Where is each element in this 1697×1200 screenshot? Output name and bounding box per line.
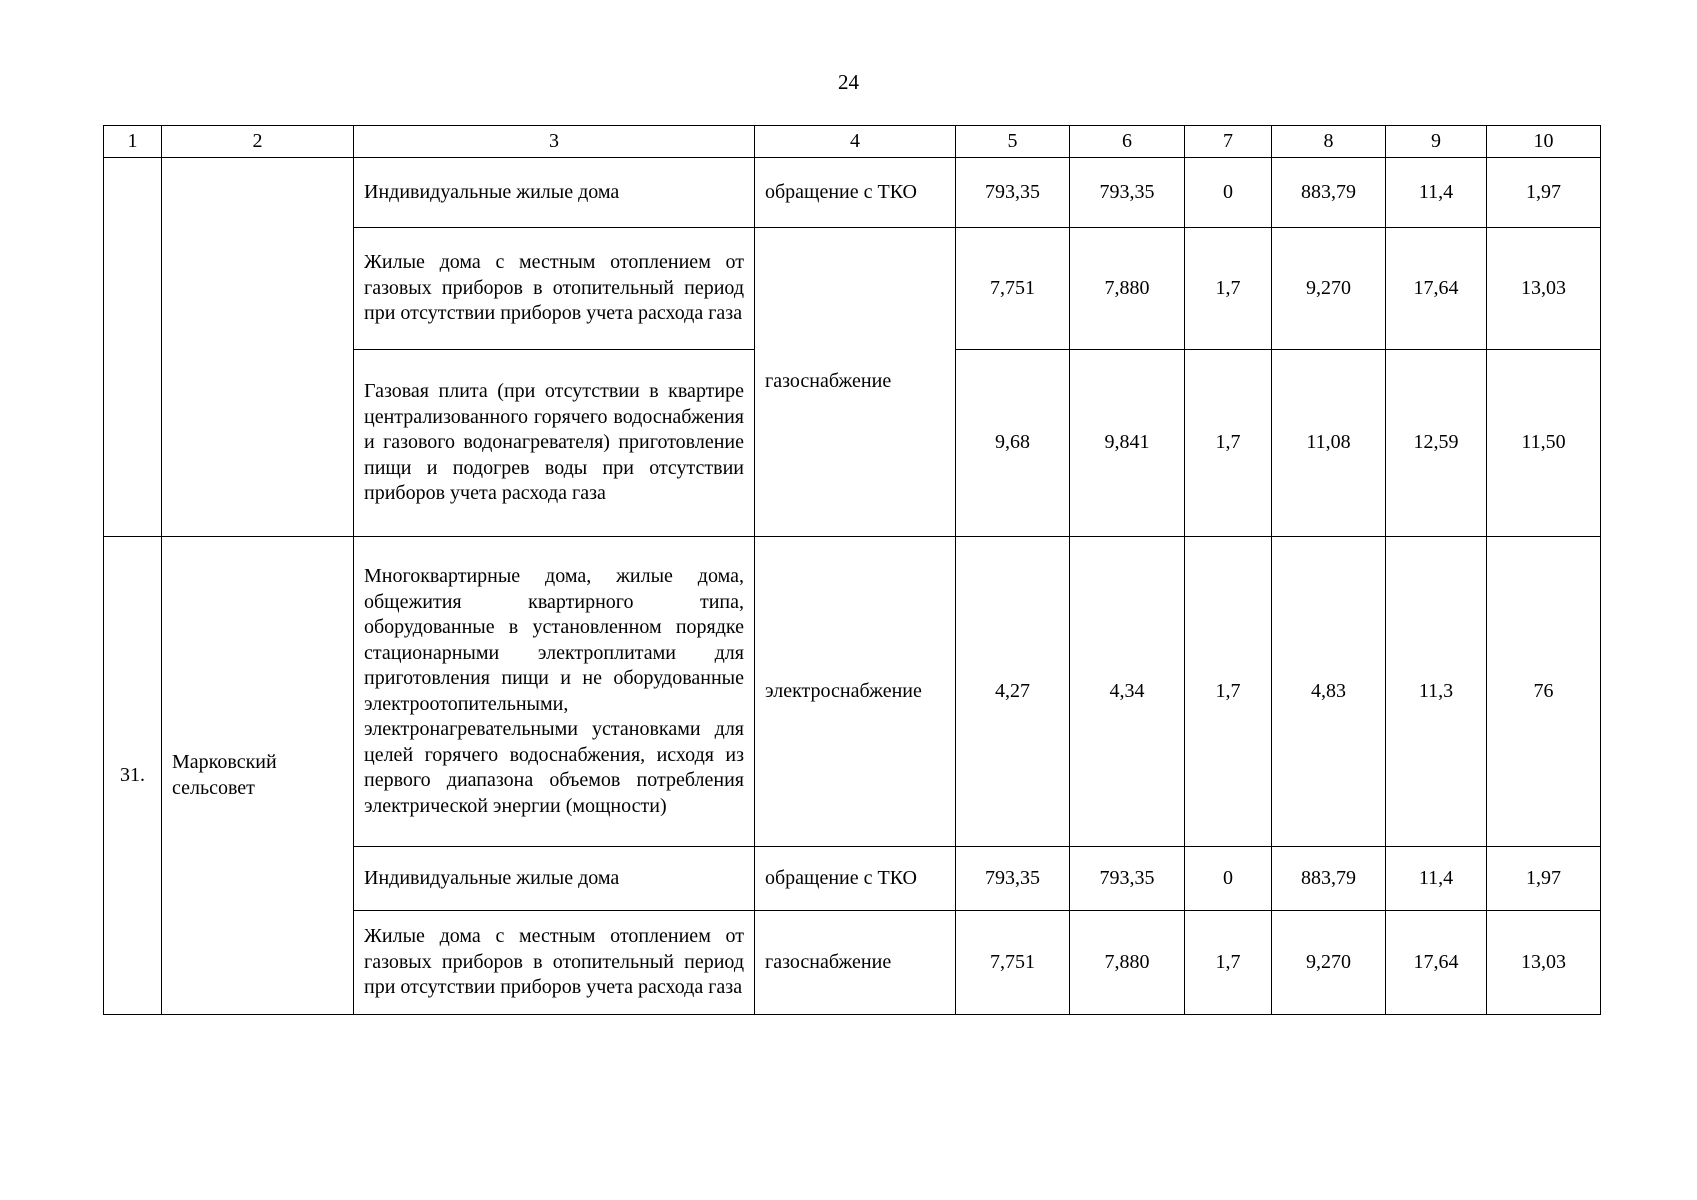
- value-cell: 883,79: [1272, 158, 1386, 228]
- column-header: 5: [956, 126, 1070, 158]
- consumer-category: Индивидуальные жилые дома: [354, 847, 755, 911]
- value-cell: 0: [1185, 847, 1272, 911]
- column-header: 3: [354, 126, 755, 158]
- column-header: 7: [1185, 126, 1272, 158]
- column-header: 8: [1272, 126, 1386, 158]
- value-cell: 13,03: [1487, 228, 1601, 350]
- value-cell: 11,3: [1386, 537, 1487, 847]
- service-type: газоснабжение: [755, 228, 956, 537]
- value-cell: 4,34: [1070, 537, 1185, 847]
- value-cell: 7,751: [956, 228, 1070, 350]
- value-cell: 1,7: [1185, 350, 1272, 537]
- column-header: 2: [162, 126, 354, 158]
- value-cell: 1,7: [1185, 537, 1272, 847]
- value-cell: 883,79: [1272, 847, 1386, 911]
- value-cell: 793,35: [956, 158, 1070, 228]
- consumer-category: Жилые дома с местным отоплением от газовых приборов в отопительный период при отсутствии приборов учета расхода газа: [354, 228, 755, 350]
- value-cell: 9,270: [1272, 911, 1386, 1015]
- value-cell: 1,97: [1487, 158, 1601, 228]
- value-cell: 7,880: [1070, 228, 1185, 350]
- consumer-category: Газовая плита (при отсутствии в квартире централизованного горячего водоснабжения и газового водонагревателя) приготовление пищи и подогрев воды при отсутствии приборов учета расхода газа: [354, 350, 755, 537]
- value-cell: 1,7: [1185, 911, 1272, 1015]
- column-header: 9: [1386, 126, 1487, 158]
- value-cell: 17,64: [1386, 228, 1487, 350]
- value-cell: 7,880: [1070, 911, 1185, 1015]
- column-header: 1: [104, 126, 162, 158]
- settlement-name-cell: Марковский сельсовет: [162, 537, 354, 1015]
- value-cell: 9,841: [1070, 350, 1185, 537]
- service-type: газоснабжение: [755, 911, 956, 1015]
- value-cell: 1,97: [1487, 847, 1601, 911]
- value-cell: 12,59: [1386, 350, 1487, 537]
- table-header-row: [104, 126, 1601, 158]
- value-cell: 17,64: [1386, 911, 1487, 1015]
- tariff-table: [103, 125, 1601, 1015]
- value-cell: 9,270: [1272, 228, 1386, 350]
- value-cell: 793,35: [1070, 158, 1185, 228]
- value-cell: 793,35: [1070, 847, 1185, 911]
- column-header: 4: [755, 126, 956, 158]
- consumer-category: Индивидуальные жилые дома: [354, 158, 755, 228]
- table-row: [104, 158, 1601, 228]
- consumer-category: Многоквартирные дома, жилые дома, общежития квартирного типа, оборудованные в установленном порядке стационарными электроплитами для приготовления пищи и не оборудованные электроотопительными, электронагревательными установками для целей горячего водоснабжения, исходя из первого диапазона объемов потребления электрической энергии (мощности): [354, 537, 755, 847]
- service-type: обращение с ТКО: [755, 847, 956, 911]
- value-cell: 11,50: [1487, 350, 1601, 537]
- column-header: 6: [1070, 126, 1185, 158]
- value-cell: 1,7: [1185, 228, 1272, 350]
- value-cell: 4,27: [956, 537, 1070, 847]
- page-number: 24: [838, 70, 859, 94]
- value-cell: 76: [1487, 537, 1601, 847]
- value-cell: 9,68: [956, 350, 1070, 537]
- service-type: обращение с ТКО: [755, 158, 956, 228]
- value-cell: 13,03: [1487, 911, 1601, 1015]
- value-cell: 11,4: [1386, 847, 1487, 911]
- table-row: [104, 537, 1601, 847]
- row-index-cell: 31.: [104, 537, 162, 1015]
- consumer-category: Жилые дома с местным отоплением от газовых приборов в отопительный период при отсутствии приборов учета расхода газа: [354, 911, 755, 1015]
- service-type: электроснабжение: [755, 537, 956, 847]
- value-cell: 4,83: [1272, 537, 1386, 847]
- value-cell: 11,4: [1386, 158, 1487, 228]
- value-cell: 11,08: [1272, 350, 1386, 537]
- settlement-name-cell: [162, 158, 354, 537]
- column-header: 10: [1487, 126, 1601, 158]
- value-cell: 793,35: [956, 847, 1070, 911]
- value-cell: 7,751: [956, 911, 1070, 1015]
- row-index-cell: [104, 158, 162, 537]
- value-cell: 0: [1185, 158, 1272, 228]
